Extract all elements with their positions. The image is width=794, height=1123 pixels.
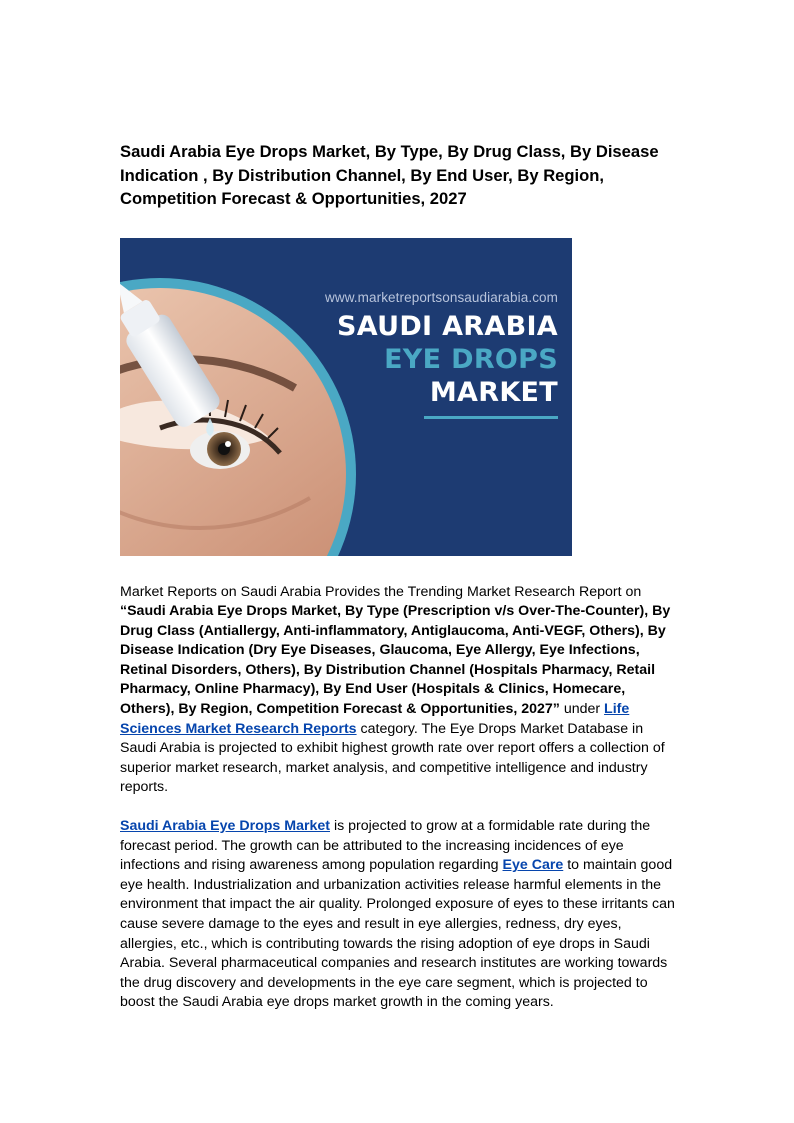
banner-heading-line-2: EYE DROPS xyxy=(384,343,558,375)
description-text-2: to maintain good eye health. Industrialization and urbanization activities release harmful elements in the environment that impact the air quality. Prolonged exposure of eyes to these irritants can cause severe damage to the eyes and result in eye allergies, redness, dry eyes, allergies, etc., which is contributing towards the rising adoption of eye drops in Saudi Arabia. Several pharmaceutical companies and research institutes are working towards the drug discovery and developments in the eye care segment, which is projected to boost the Saudi Arabia eye drops market growth in the coming years. xyxy=(120,857,675,1011)
eye-care-link[interactable]: Eye Care xyxy=(502,857,564,874)
banner-heading-line-1: SAUDI ARABIA xyxy=(337,310,558,342)
intro-rest-text: category. The Eye Drops Market Database in Saudi Arabia is projected to exhibit highest growth rate over report offers a collection of superior market research, market analysis, and competitive intelligence and industry reports. xyxy=(120,720,665,796)
market-banner-image xyxy=(120,238,572,556)
report-title: Saudi Arabia Eye Drops Market, By Type, By Drug Class, By Disease Indication , By Distribution Channel, By End User, By Region, Competition Forecast & Opportunities, 2027 xyxy=(120,142,659,208)
banner-heading-line-3: MARKET xyxy=(429,376,558,408)
report-full-title: “Saudi Arabia Eye Drops Market, By Type (Prescription v/s Over-The-Counter), By Drug Class (Antiallergy, Anti-inflammatory, Antiglaucoma, Anti-VEGF, Others), By Disease Indication (Dry Eye Diseases, Glaucoma, Eye Allergy, Eye Infections, Retinal Disorders, Others), By Distribution Channel (Hospitals Pharmacy, Retail Pharmacy, Online Pharmacy), By End User (Hospitals & Clinics, Homecare, Others), By Region, Competition Forecast & Opportunities, 2027” xyxy=(120,603,671,718)
intro-paragraph xyxy=(120,583,675,799)
eye-drops-market-link[interactable]: Saudi Arabia Eye Drops Market xyxy=(120,818,330,835)
document-page xyxy=(120,140,675,1013)
description-text-1: is projected to grow at a formidable rate during the forecast period. The growth can be attributed to the increasing incidences of eye infections and rising awareness among population regarding xyxy=(120,818,651,874)
market-description-paragraph xyxy=(120,817,675,1013)
banner-url: www.marketreportsonsaudiarabia.com xyxy=(325,289,558,305)
life-sciences-reports-link[interactable]: Life Sciences Market Research Reports xyxy=(120,701,630,737)
banner-underline xyxy=(424,416,558,419)
under-text: under xyxy=(559,701,605,718)
intro-text: Market Reports on Saudi Arabia Provides the Trending Market Research Report on xyxy=(120,583,642,600)
